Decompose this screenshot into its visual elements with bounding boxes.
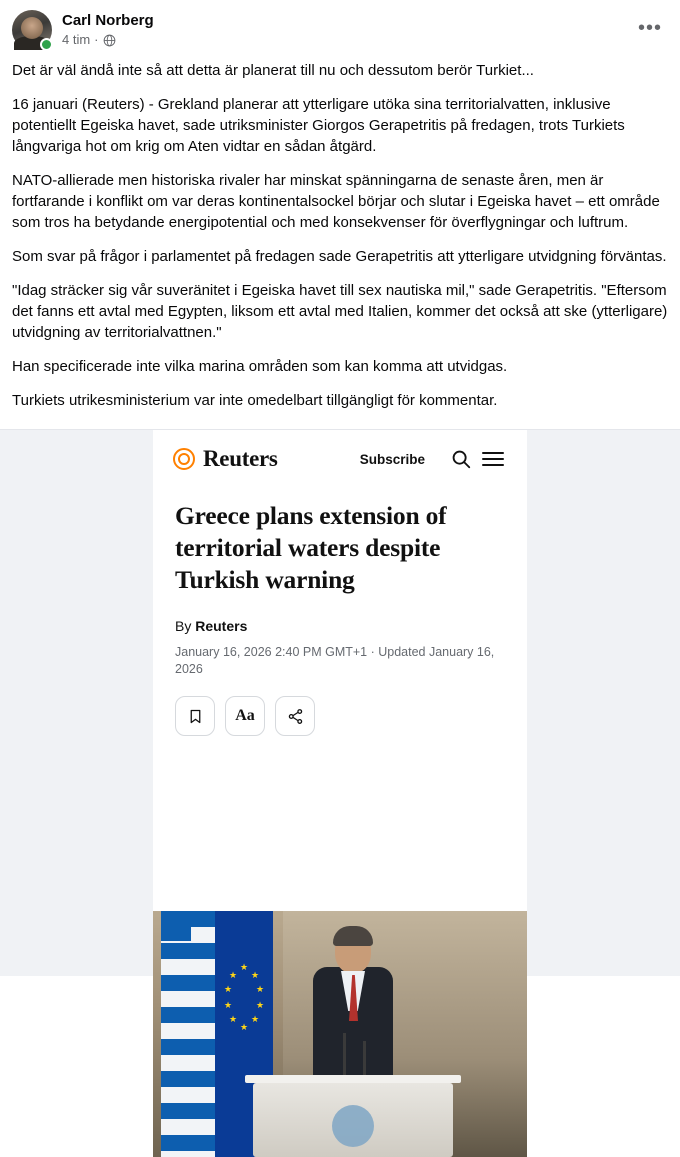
author-block: [62, 10, 632, 48]
podium: [253, 1083, 453, 1157]
article-webview: [153, 430, 527, 1032]
post-paragraph: Som svar på frågor i parlamentet på fredagen sade Gerapetritis att ytterligare utvidgning förväntas.: [12, 248, 667, 265]
bookmark-button[interactable]: [175, 696, 215, 736]
subscribe-button[interactable]: Subscribe: [359, 451, 425, 467]
article-hero-image[interactable]: [153, 911, 527, 1157]
podium-seal-icon: [332, 1105, 374, 1147]
text-size-label: Aa: [235, 707, 255, 724]
hamburger-bars: [482, 452, 504, 466]
share-button[interactable]: [275, 696, 315, 736]
post-header: [0, 0, 680, 54]
article-content: [153, 488, 527, 736]
post-paragraph: Han specificerade inte vilka marina områden som kan komma att utvidgas.: [12, 358, 508, 375]
reuters-mark-icon: [173, 448, 195, 470]
reuters-logo-icon[interactable]: [173, 446, 360, 472]
eu-flag: ★ ★ ★ ★ ★ ★ ★ ★ ★ ★: [215, 911, 273, 1157]
post-paragraph: 16 januari (Reuters) - Grekland planerar att ytterligare utöka sina territorialvatten, inklusive potentiellt Egeiska havet, sade utriksminister Giorgos Gerapetritis på fredagen, trots Turkiets långvariga hot om krig om Aten vidtar en sådan åtgärd.: [12, 96, 625, 155]
microphone: [343, 1033, 346, 1075]
article-topbar: [153, 430, 527, 488]
article-headline[interactable]: Greece plans extension of territorial waters despite Turkish warning: [175, 501, 447, 594]
reuters-wordmark: Reuters: [203, 446, 278, 471]
byline-prefix: By: [175, 618, 192, 634]
post-meta: [62, 32, 632, 48]
post-timestamp[interactable]: 4 tim: [62, 32, 91, 47]
byline-source[interactable]: Reuters: [195, 618, 248, 634]
greek-flag: [161, 911, 219, 1157]
ellipsis-icon: •••: [637, 17, 662, 39]
article-actions: [175, 696, 505, 736]
avatar[interactable]: [12, 10, 52, 50]
podium-top: [245, 1075, 461, 1083]
author-name[interactable]: Carl Norberg: [62, 12, 154, 29]
globe-icon[interactable]: [103, 34, 116, 47]
post-paragraph: NATO-allierade men historiska rivaler har minskat spänningarna de senaste åren, men är fortfarande i konflikt om var deras kontinentalsockel börjar och slutar i Egeiska havet – ett område som tros ha betydande energipotential och med konsekvenser för överflygningar och luftrum.: [12, 172, 660, 231]
post-more-options-button[interactable]: [632, 10, 668, 46]
hamburger-menu-icon[interactable]: [481, 447, 505, 471]
article-timestamp: January 16, 2026 2:40 PM GMT+1 · Updated January 16, 2026: [175, 645, 495, 676]
text-size-button[interactable]: [225, 696, 265, 736]
post-paragraph: "Idag sträcker sig vår suveränitet i Egeiska havet till sex nautiska mil," sade Gerapetritis. "Eftersom det fanns ett avtal med Egypten, liksom ett avtal med Italien, kommer det också att ske (ytterligare) utvidgning av territorialvattnen.": [12, 282, 668, 341]
post-paragraph: Turkiets utrikesministerium var inte omedelbart tillgängligt för kommentar.: [12, 392, 498, 409]
post-paragraph: Det är väl ändå inte så att detta är planerat till nu och dessutom berör Turkiet...: [12, 62, 534, 79]
speaker-figure: [305, 929, 401, 1079]
microphone: [363, 1041, 366, 1075]
link-preview-card[interactable]: [0, 429, 680, 1032]
search-icon[interactable]: [449, 447, 473, 471]
online-status-dot: [40, 38, 53, 51]
meta-separator: ·: [94, 32, 99, 47]
article-byline: [175, 618, 505, 634]
post-text: [0, 54, 680, 419]
